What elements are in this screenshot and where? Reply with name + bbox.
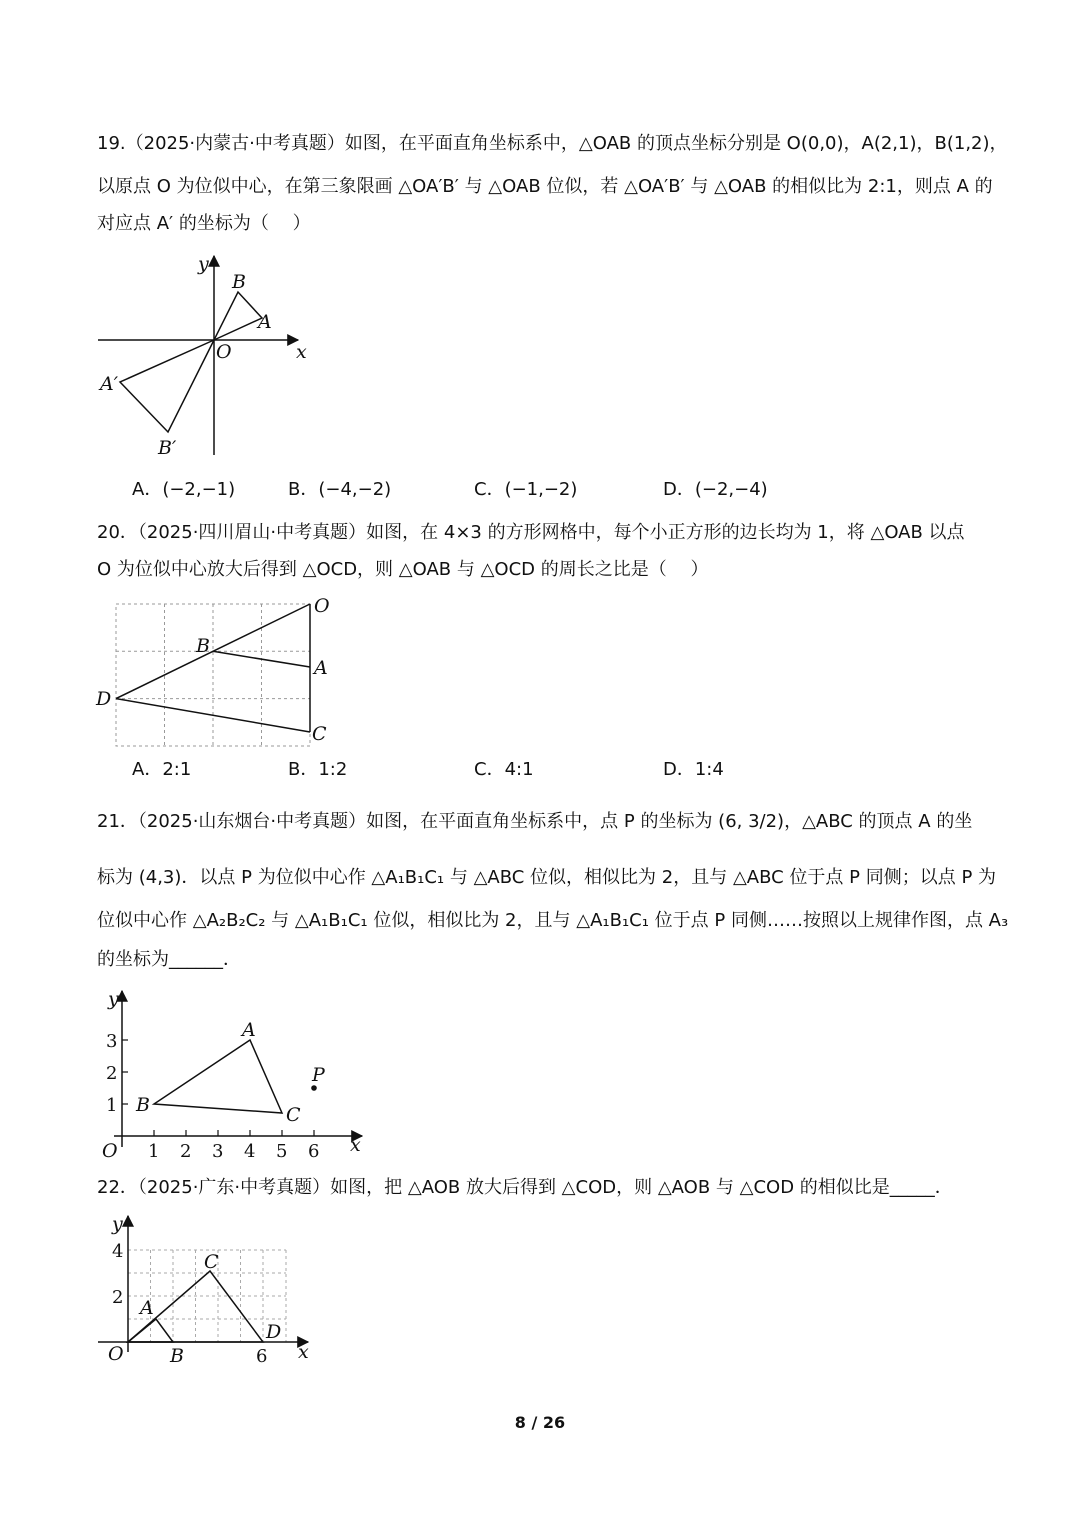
q22-label-b: B — [170, 1345, 184, 1367]
q21-line-2: 标为 (4,3)．以点 P 为位似中心作 △A₁B₁C₁ 与 △ABC 位似，相似比为 2，且与 △ABC 位于点 P 同侧；以点 P 为 — [97, 867, 997, 888]
q21-xtick-6: 6 — [308, 1141, 320, 1162]
q19-label-b: B — [232, 271, 246, 293]
q22-label-d: D — [266, 1321, 282, 1343]
q19-label-x: x — [296, 341, 307, 363]
q20-option-c[interactable]: C．4:1 — [474, 759, 534, 780]
q20-line-1: 20．（2025·四川眉山·中考真题）如图，在 4×3 的方形网格中，每个小正方形的边长均为 1，将 △OAB 以点 — [97, 522, 965, 543]
q21-line-3: 位似中心作 △A₂B₂C₂ 与 △A₁B₁C₁ 位似，相似比为 2，且与 △A₁B₁C₁ 位于点 P 同侧……按照以上规律作图，点 A₃ — [97, 910, 1009, 931]
q21-label-y: y — [108, 988, 119, 1010]
q19-label-a: A — [258, 311, 272, 333]
q20-label-a: A — [314, 657, 328, 679]
q19-option-b[interactable]: B．(−4,−2) — [288, 479, 392, 500]
q19-figure — [90, 250, 330, 465]
q19-line-1: 19.（2025·内蒙古·中考真题）如图，在平面直角坐标系中，△OAB 的顶点坐标分别是 O(0,0)，A(2,1)，B(1,2)， — [97, 133, 1008, 154]
q19-label-a1: A′ — [100, 373, 119, 395]
q21-point-p — [311, 1085, 317, 1091]
q20-option-b[interactable]: B．1:2 — [288, 759, 348, 780]
q22-label-x: x — [298, 1341, 309, 1363]
q21-xtick-1: 1 — [148, 1141, 160, 1162]
q22-figure — [90, 1210, 330, 1370]
q19-option-d[interactable]: D．(−2,−4) — [663, 479, 768, 500]
q21-line-4: 的坐标为______． — [97, 949, 241, 970]
page-number: 8 / 26 — [514, 1413, 566, 1432]
q21-xtick-5: 5 — [276, 1141, 288, 1162]
q22-xtick-6: 6 — [256, 1346, 268, 1367]
q22-label-a: A — [140, 1297, 154, 1319]
q20-grid — [116, 604, 310, 746]
q22-label-o: O — [108, 1343, 124, 1365]
q21-ytick-3: 3 — [106, 1031, 118, 1052]
q19-option-a[interactable]: A．(−2,−1) — [132, 479, 236, 500]
q19-label-o: O — [216, 341, 232, 363]
q21-figure — [90, 985, 380, 1165]
q21-label-o: O — [102, 1140, 118, 1162]
q21-ytick-1: 1 — [106, 1095, 118, 1116]
q20-label-b: B — [196, 635, 210, 657]
q19-label-y: y — [198, 253, 209, 275]
q21-ytick-2: 2 — [106, 1063, 118, 1084]
q20-figure — [90, 590, 350, 755]
q21-label-a: A — [242, 1019, 256, 1041]
q22-label-y: y — [112, 1213, 123, 1235]
q21-triangle-abc — [154, 1040, 282, 1113]
q21-label-x: x — [350, 1134, 361, 1156]
q21-xtick-2: 2 — [180, 1141, 192, 1162]
q19-option-c[interactable]: C．(−1,−2) — [474, 479, 578, 500]
q21-line-1: 21．（2025·山东烟台·中考真题）如图，在平面直角坐标系中，点 P 的坐标为 (6, 3/2)，△ABC 的顶点 A 的坐 — [97, 811, 973, 832]
q20-option-d[interactable]: D．1:4 — [663, 759, 724, 780]
q19-triangle-oab — [214, 292, 262, 340]
q21-label-c: C — [286, 1104, 301, 1126]
q22-label-c: C — [204, 1251, 219, 1273]
q20-label-c: C — [312, 723, 327, 745]
q19-triangle-oa1b1 — [120, 340, 214, 432]
q20-line-2: O 为位似中心放大后得到 △OCD，则 △OAB 与 △OCD 的周长之比是（ ） — [97, 559, 709, 580]
q21-label-p: P — [312, 1064, 325, 1086]
q20-label-d: D — [96, 688, 112, 710]
q22-ytick-2: 2 — [112, 1287, 124, 1308]
q19-label-b1: B′ — [158, 437, 177, 459]
q19-line-3: 对应点 A′ 的坐标为（ ） — [97, 213, 311, 234]
q22-line-1: 22．（2025·广东·中考真题）如图，把 △AOB 放大后得到 △COD，则 △AOB 与 △COD 的相似比是_____． — [97, 1177, 953, 1198]
q22-ytick-4: 4 — [112, 1241, 124, 1262]
q19-line-2: 以原点 O 为位似中心，在第三象限画 △OA′B′ 与 △OAB 位似，若 △OA′B′ 与 △OAB 的相似比为 2:1，则点 A 的 — [97, 176, 993, 197]
q20-label-o: O — [314, 595, 330, 617]
q20-option-a[interactable]: A．2:1 — [132, 759, 192, 780]
q21-xtick-4: 4 — [244, 1141, 256, 1162]
q21-xtick-3: 3 — [212, 1141, 224, 1162]
q21-label-b: B — [136, 1094, 150, 1116]
